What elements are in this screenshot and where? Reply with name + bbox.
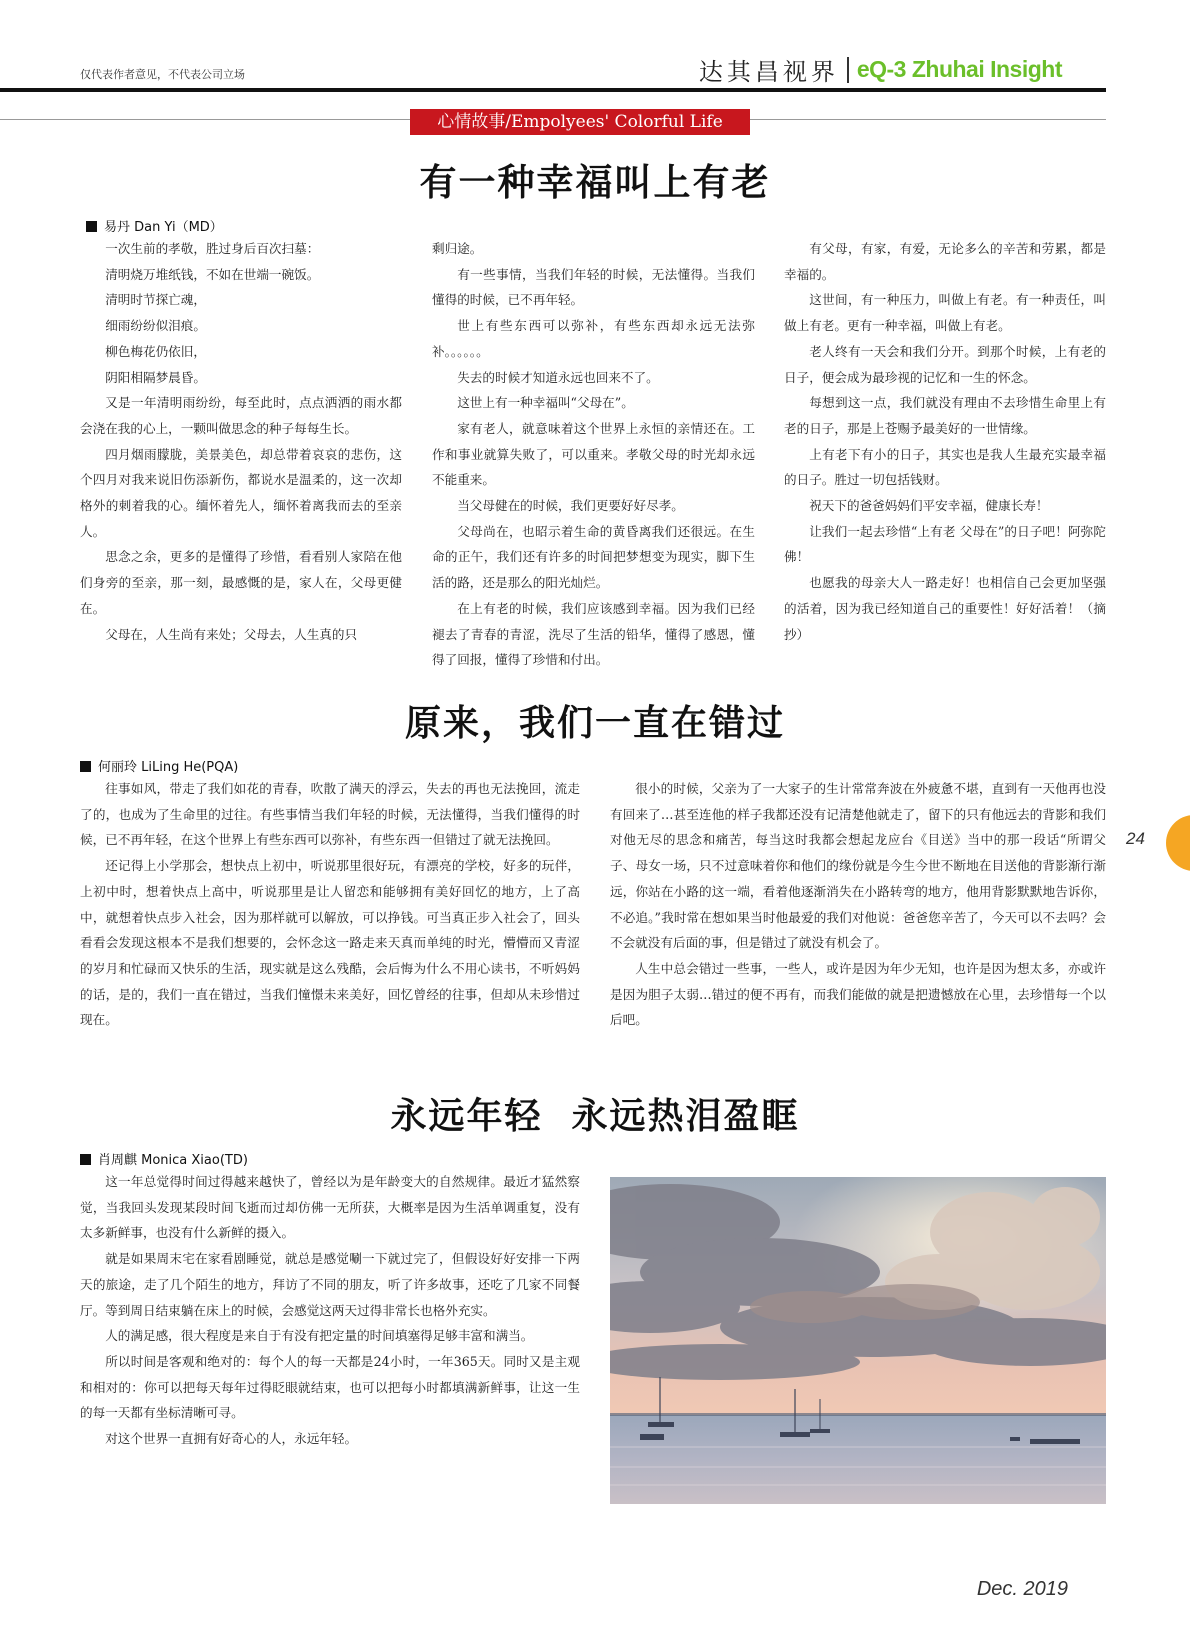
paragraph: 人的满足感，很大程度是来自于有没有把定量的时间填塞得足够丰富和满当。 bbox=[105, 1328, 534, 1344]
article2-author-name: 何丽玲 LiLing He(PQA) bbox=[98, 760, 239, 775]
page-number: 24 bbox=[1126, 829, 1145, 848]
paragraph: 人生中总会错过一些事，一些人，或许是因为年少无知，也许是因为想太多，亦或许是因为胆子太弱…错过的便不再有，而我们能做的就是把遗憾放在心里，去珍惜每一个以后吧。 bbox=[610, 960, 1106, 1028]
paragraph: 细雨纷纷似泪痕。 bbox=[105, 318, 206, 334]
paragraph: 清明烧万堆纸钱，不如在世端一碗饭。 bbox=[105, 266, 320, 282]
magazine-title-cn: 达其昌视界 bbox=[698, 58, 839, 86]
paragraph: 这世间，有一种压力，叫做上有老。有一种责任，叫做上有老。更有一种幸福，叫做上有老。 bbox=[784, 292, 1106, 334]
paragraph: 往事如风，带走了我们如花的青春，吹散了满天的浮云，失去的再也无法挽回，流走了的，也成为了生命里的过往。有些事情当我们年轻的时候，无法懂得，当我们懂得的时候，已不再年轻，在这个世界上有些东西可以弥补，有些东西一但错过了就无法挽回。 bbox=[80, 781, 580, 848]
article2-column-1 bbox=[80, 776, 580, 1033]
paragraph: 父母在，人生尚有来处；父母去，人生真的只 bbox=[105, 626, 358, 642]
paragraph: 就是如果周末宅在家看剧睡觉，就总是感觉唰一下就过完了，但假设好好安排一下两天的旅途，走了几个陌生的地方，拜访了不同的朋友，听了许多故事，还吃了几家不同餐厅。等到周日结束躺在床上的时候，会感觉这两天过得非常长也格外充实。 bbox=[80, 1251, 580, 1318]
bullet-square-icon bbox=[86, 221, 97, 232]
article1-column-1 bbox=[80, 236, 402, 647]
article1-author-name: 易丹 Dan Yi（MD） bbox=[104, 220, 223, 235]
sunset-sea-photo bbox=[610, 1177, 1106, 1504]
paragraph: 有一些事情，当我们年轻的时候，无法懂得。当我们懂得的时候，已不再年轻。 bbox=[432, 266, 755, 308]
paragraph: 有父母，有家，有爱，无论多么的辛苦和劳累，都是幸福的。 bbox=[784, 241, 1106, 282]
disclaimer: 仅代表作者意见，不代表公司立场 bbox=[80, 68, 245, 81]
article1-title: 有一种幸福叫上有老 bbox=[419, 160, 771, 204]
paragraph: 很小的时候，父亲为了一大家子的生计常常奔波在外疲惫不堪，直到有一天他再也没有回来了…甚至连他的样子我都还没有记清楚他就走了，留下的只有他远去的背影和我们对他无尽的思念和痛苦，每当这时我都会想起龙应台《目送》当中的那一段话“所谓父子、母女一场，只不过意味着你和他们的缘份就是今生今世不断地在目送他的背影渐行渐远，你站在小路的这一端，看着他逐渐消失在小路转弯的地方，他用背影默默地告诉你，不必追。”我时常在想如果当时他最爱的我们对他说：爸爸您辛苦了，今天可以不去吗？会不会就没有后面的事，但是错过了就没有机会了。 bbox=[610, 781, 1106, 951]
paragraph: 思念之余，更多的是懂得了珍惜，看看别人家陪在他们身旁的至亲，那一刻，最感慨的是，家人在，父母更健在。 bbox=[80, 549, 402, 616]
article1-column-3 bbox=[784, 236, 1106, 647]
paragraph: 剩归途。 bbox=[432, 241, 483, 256]
paragraph: 在上有老的时候，我们应该感到幸福。因为我们已经褪去了青春的青涩，洗尽了生活的铅华，懂得了感恩，懂得了回报，懂得了珍惜和付出。 bbox=[432, 600, 755, 668]
article3-author-name: 肖周麒 Monica Xiao(TD) bbox=[98, 1153, 248, 1168]
article3-title: 永远年轻 永远热泪盈眶 bbox=[390, 1095, 800, 1137]
paragraph: 也愿我的母亲大人一路走好！也相信自己会更加坚强的活着，因为我已经知道自己的重要性！好好活着！（摘抄） bbox=[784, 575, 1106, 642]
article2-title: 原来，我们一直在错过 bbox=[404, 702, 785, 744]
section-banner: 心情故事/Empolyees' Colorful Life bbox=[410, 109, 750, 135]
bullet-square-icon bbox=[80, 761, 91, 772]
paragraph: 一次生前的孝敬，胜过身后百次扫墓： bbox=[105, 241, 320, 256]
paragraph: 柳色梅花仍依旧， bbox=[105, 343, 206, 359]
paragraph: 祝天下的爸爸妈妈们平安幸福，健康长寿！ bbox=[809, 498, 1049, 514]
paragraph: 当父母健在的时候，我们更要好好尽孝。 bbox=[457, 498, 684, 514]
paragraph: 让我们一起去珍惜“上有老 父母在”的日子吧！阿弥陀佛！ bbox=[784, 523, 1106, 565]
masthead-divider bbox=[847, 57, 849, 83]
header-rule bbox=[0, 88, 1106, 92]
paragraph: 这一年总觉得时间过得越来越快了，曾经以为是年龄变大的自然规律。最近才猛然察觉，当我回头发现某段时间飞逝而过却仿佛一无所获，大概率是因为生活单调重复，没有太多新鲜事，也没有什么新鲜的摄入。 bbox=[80, 1174, 580, 1241]
paragraph: 老人终有一天会和我们分开。到那个时候，上有老的日子，便会成为最珍视的记忆和一生的怀念。 bbox=[784, 343, 1106, 385]
paragraph: 又是一年清明雨纷纷，每至此时，点点洒洒的雨水都会浇在我的心上，一颗叫做思念的种子每每生长。 bbox=[80, 395, 402, 436]
paragraph: 这世上有一种幸福叫“父母在”。 bbox=[457, 395, 634, 411]
paragraph: 父母尚在，也昭示着生命的黄昏离我们还很远。在生命的正午，我们还有许多的时间把梦想变为现实，脚下生活的路，还是那么的阳光灿烂。 bbox=[432, 523, 755, 591]
article2-column-2 bbox=[610, 776, 1106, 1033]
paragraph: 清明时节探亡魂， bbox=[105, 292, 206, 308]
article1-author bbox=[86, 216, 223, 235]
article1-column-2 bbox=[432, 236, 755, 673]
paragraph: 世上有些东西可以弥补，有些东西却永远无法弥补。。。。。。 bbox=[432, 318, 755, 359]
masthead bbox=[699, 52, 1062, 87]
paragraph: 对这个世界一直拥有好奇心的人，永远年轻。 bbox=[105, 1431, 358, 1447]
article3-column-1 bbox=[80, 1169, 580, 1452]
page-tab-marker bbox=[1166, 815, 1190, 871]
paragraph: 阴阳相隔梦晨昏。 bbox=[105, 369, 206, 385]
paragraph: 还记得上小学那会，想快点上初中，听说那里很好玩，有漂亮的学校，好多的玩伴，上初中时，想着快点上高中，听说那里是让人留恋和能够拥有美好回忆的地方，上了高中，就想着快点步入社会，因为那样就可以解放，可以挣钱。可当真正步入社会了，回头看看会发现这根本不是我们想要的，会怀念这一路走来天真而单纯的时光，懵懵而又青涩的岁月和忙碌而又快乐的生活，现实就是这么残酷，会后悔为什么不用心读书，不听妈妈的话，是的，我们一直在错过，当我们憧憬未来美好，回忆曾经的往事，但却从未珍惜过现在。 bbox=[80, 858, 580, 1028]
paragraph: 失去的时候才知道永远也回来不了。 bbox=[457, 369, 659, 385]
issue-date: Dec. 2019 bbox=[976, 1578, 1068, 1600]
paragraph: 每想到这一点，我们就没有理由不去珍惜生命里上有老的日子，那是上苍赐予最美好的一世情缘。 bbox=[784, 395, 1106, 436]
article2-author bbox=[80, 756, 238, 775]
paragraph: 四月烟雨朦胧，美景美色，却总带着哀哀的悲伤，这个四月对我来说旧伤添新伤，都说水是温柔的，这一次却格外的刺着我的心。缅怀着先人，缅怀着离我而去的至亲人。 bbox=[80, 446, 402, 539]
article3-author bbox=[80, 1149, 248, 1168]
magazine-title-en: eQ-3 Zhuhai Insight bbox=[856, 56, 1062, 82]
paragraph: 上有老下有小的日子，其实也是我人生最充实最幸福的日子。胜过一切包括钱财。 bbox=[784, 446, 1106, 488]
paragraph: 家有老人，就意味着这个世界上永恒的亲情还在。工作和事业就算失败了，可以重来。孝敬父母的时光却永远不能重来。 bbox=[432, 420, 755, 488]
paragraph: 所以时间是客观和绝对的：每个人的每一天都是24小时，一年365天。同时又是主观和相对的：你可以把每天每年过得眨眼就结束，也可以把每小时都填满新鲜事，让这一生的每一天都有坐标清晰可寻。 bbox=[80, 1353, 580, 1421]
bullet-square-icon bbox=[80, 1154, 91, 1165]
